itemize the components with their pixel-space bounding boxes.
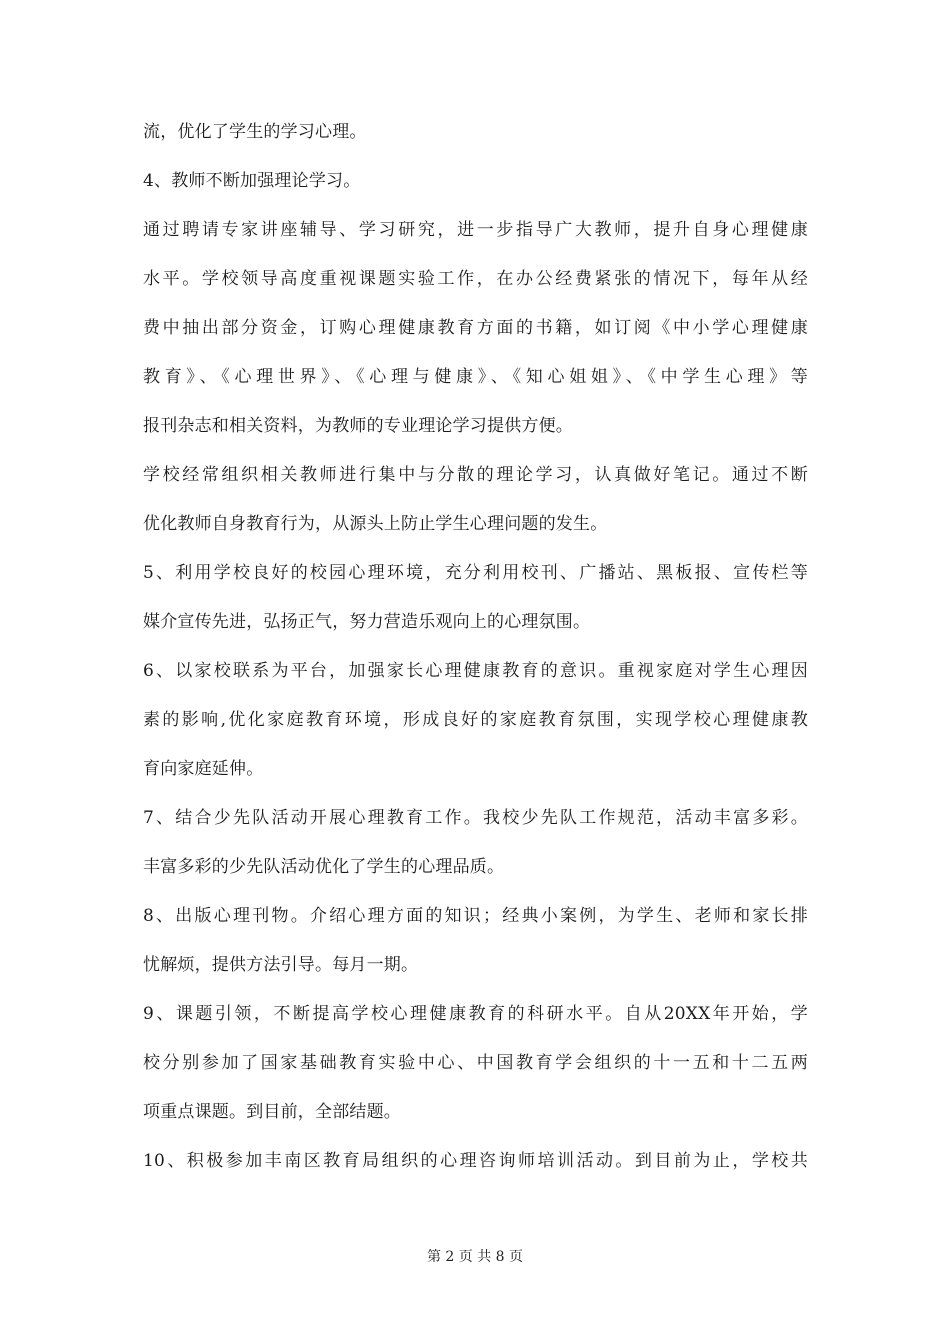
text-line: 8、出版心理刊物。介绍心理方面的知识；经典小案例，为学生、老师和家长排 [143, 906, 808, 926]
text-line: 校分别参加了国家基础教育实验中心、中国教育学会组织的十一五和十二五两 [143, 1053, 808, 1073]
page-number-footer: 第 2 页 共 8 页 [426, 1249, 524, 1265]
text-line: 忧解烦，提供方法引导。每月一期。 [143, 955, 419, 975]
text-line: 7、结合少先队活动开展心理教育工作。我校少先队工作规范，活动丰富多彩。 [143, 808, 808, 828]
text-line: 流，优化了学生的学习心理。 [143, 122, 367, 142]
text-line: 素的影响,优化家庭教育环境，形成良好的家庭教育氛围，实现学校心理健康教 [143, 710, 808, 730]
text-line: 10、积极参加丰南区教育局组织的心理咨询师培训活动。到目前为止，学校共 [143, 1151, 808, 1171]
document-body [143, 108, 808, 1186]
text-line: 4、教师不断加强理论学习。 [143, 171, 361, 191]
text-line: 教育》、《心理世界》、《心理与健康》、《知心姐姐》、《中学生心理》等 [143, 367, 808, 387]
text-line: 媒介宣传先进，弘扬正气，努力营造乐观向上的心理氛围。 [143, 612, 591, 632]
text-line: 丰富多彩的少先队活动优化了学生的心理品质。 [143, 857, 505, 877]
text-line: 通过聘请专家讲座辅导、学习研究，进一步指导广大教师，提升自身心理健康 [143, 220, 808, 240]
text-line: 优化教师自身教育行为，从源头上防止学生心理问题的发生。 [143, 514, 608, 534]
text-line: 6、以家校联系为平台，加强家长心理健康教育的意识。重视家庭对学生心理因 [143, 661, 808, 681]
text-line: 费中抽出部分资金，订购心理健康教育方面的书籍，如订阅《中小学心理健康 [143, 318, 808, 338]
text-line: 报刊杂志和相关资料，为教师的专业理论学习提供方便。 [143, 416, 573, 436]
text-line: 5、利用学校良好的校园心理环境，充分利用校刊、广播站、黑板报、宣传栏等 [143, 563, 808, 583]
text-line: 水平。学校领导高度重视课题实验工作，在办公经费紧张的情况下，每年从经 [143, 269, 808, 289]
text-line: 学校经常组织相关教师进行集中与分散的理论学习，认真做好笔记。通过不断 [143, 465, 808, 485]
text-line: 9、课题引领，不断提高学校心理健康教育的科研水平。自从20XX年开始，学 [143, 1004, 808, 1024]
text-line: 项重点课题。到目前，全部结题。 [143, 1102, 401, 1122]
text-line: 育向家庭延伸。 [143, 759, 264, 779]
